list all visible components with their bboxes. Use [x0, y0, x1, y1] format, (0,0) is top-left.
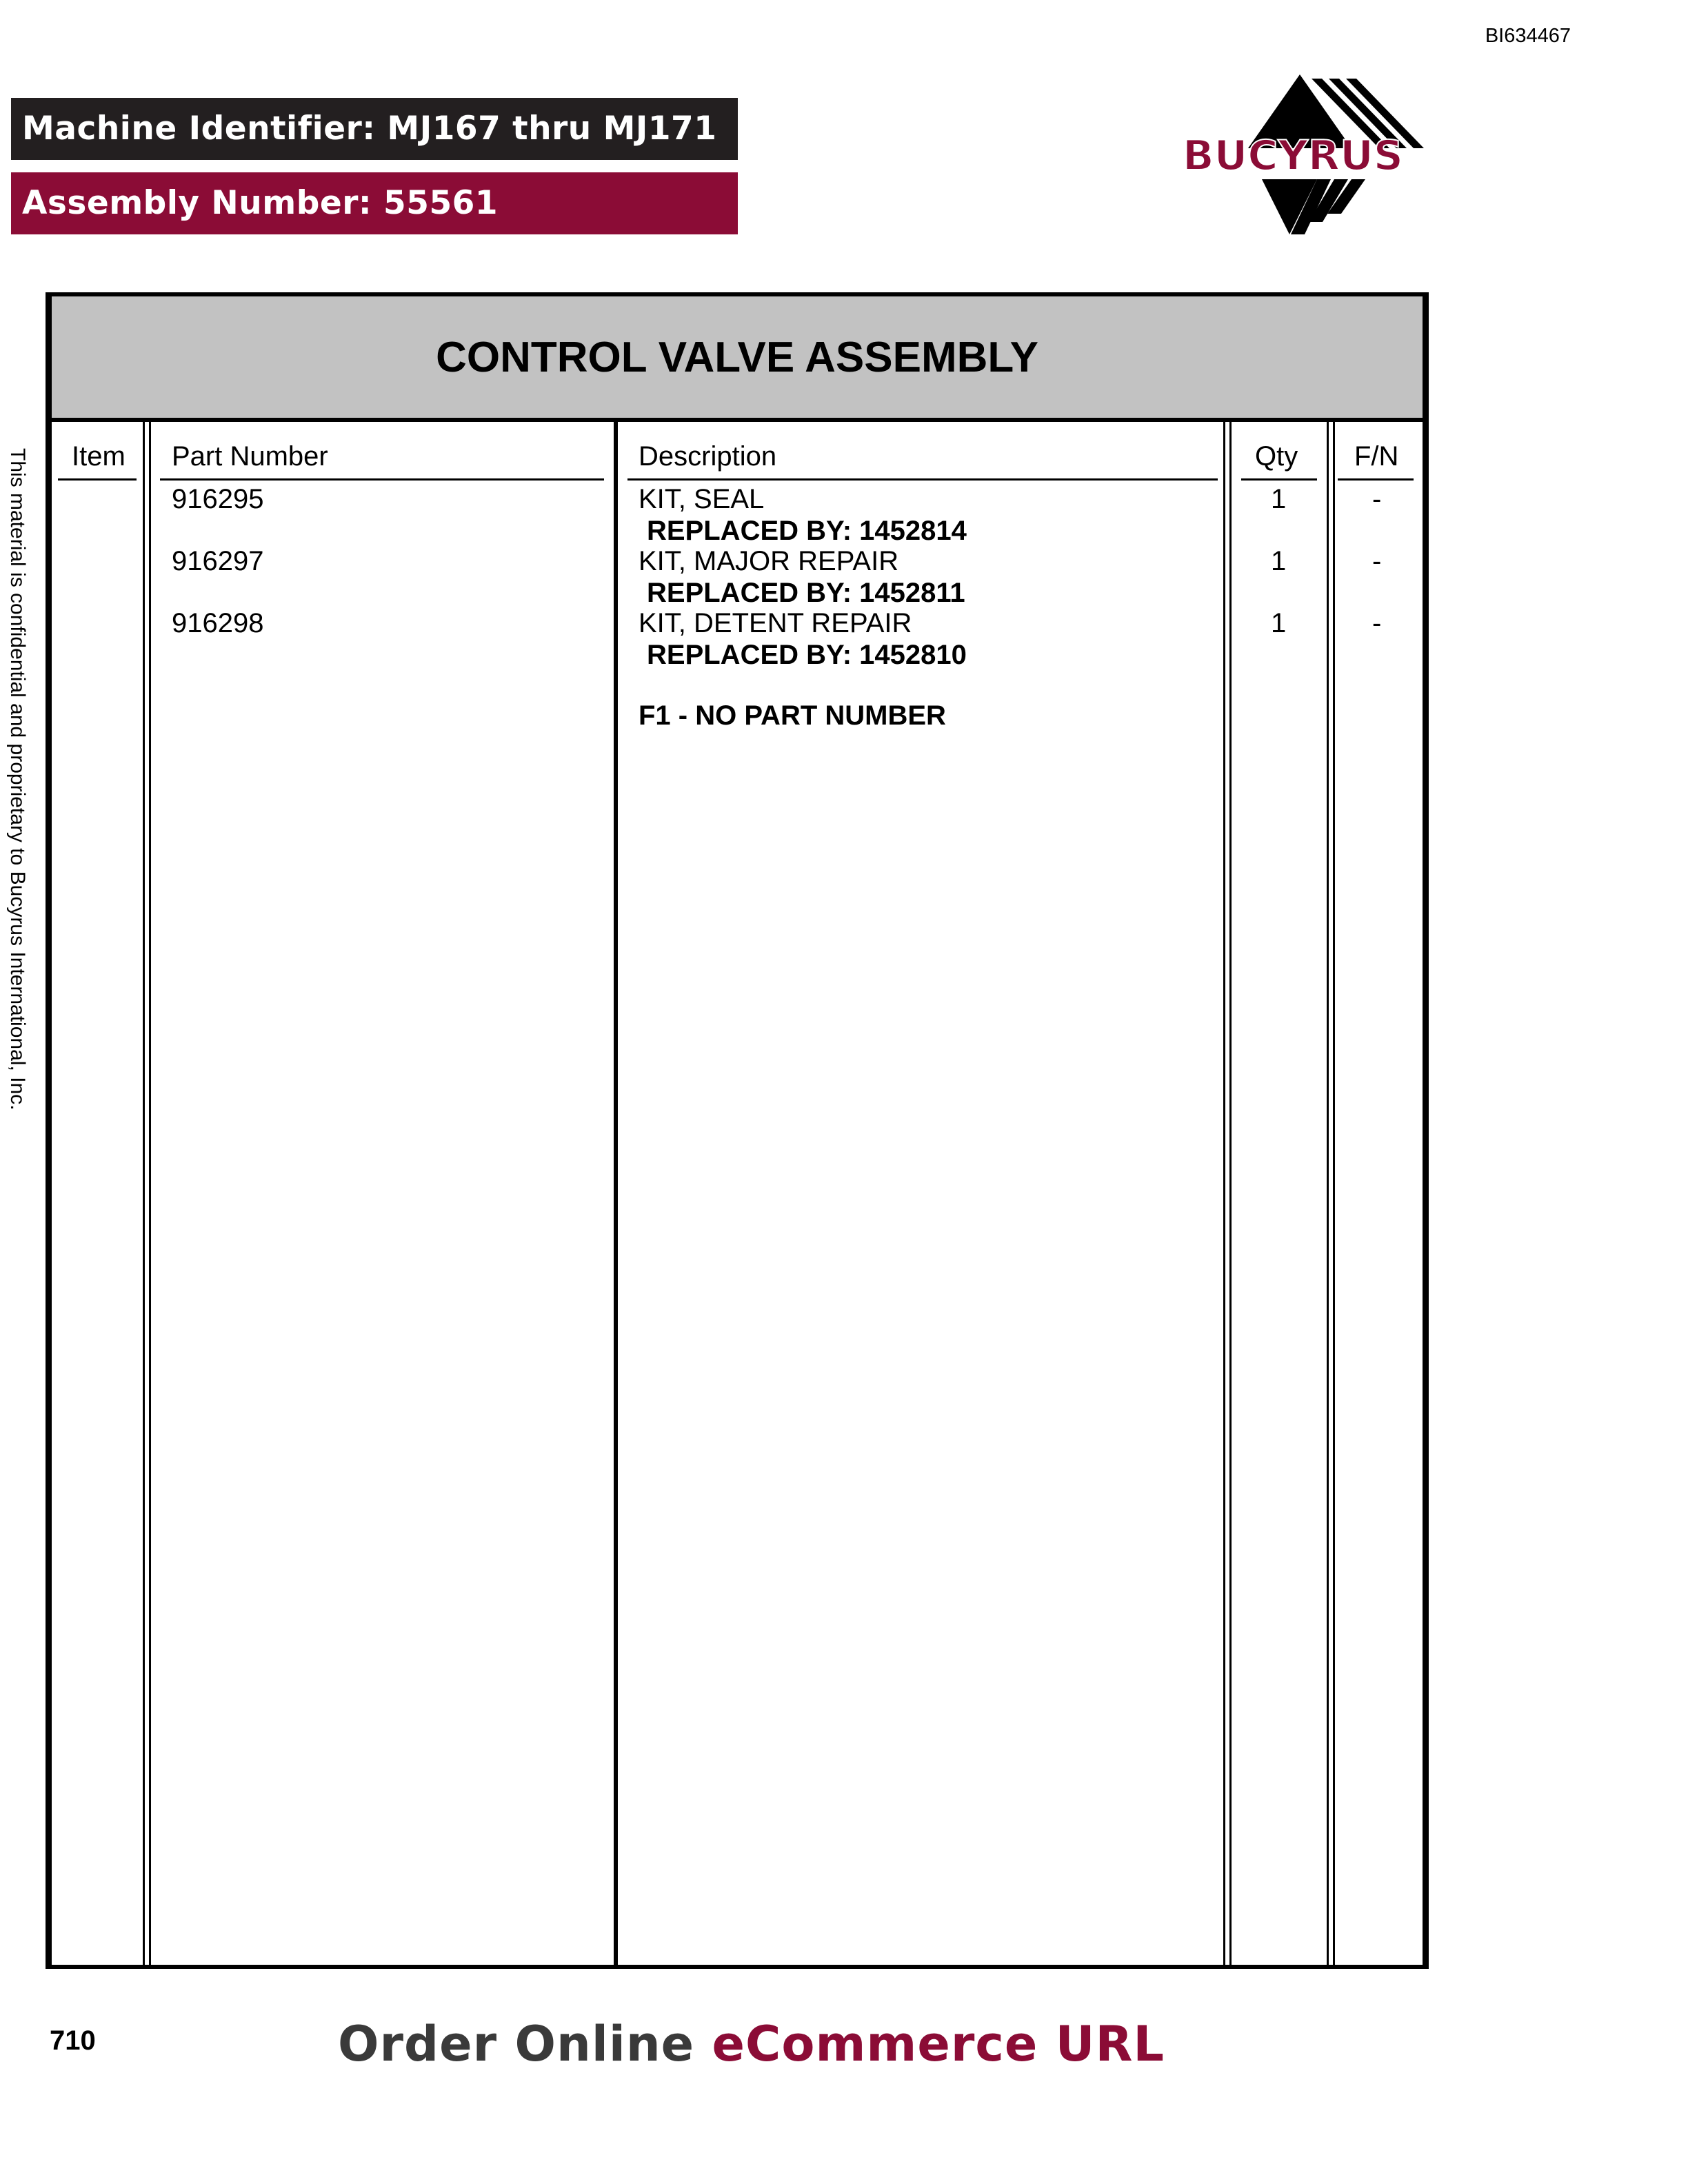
column-divider: [614, 422, 618, 1965]
footnote: F1 - NO PART NUMBER: [639, 700, 946, 731]
column-header-part-number: Part Number: [172, 441, 328, 472]
row-fn: -: [1372, 608, 1382, 638]
page-number: 710: [50, 2025, 96, 2056]
column-divider: [143, 422, 151, 1965]
column-header-qty: Qty: [1255, 441, 1298, 472]
header-underline: [58, 478, 137, 481]
header-underline: [1338, 478, 1414, 481]
page-title: CONTROL VALVE ASSEMBLY: [52, 296, 1423, 422]
row-description: KIT, MAJOR REPAIR: [639, 546, 899, 576]
header-underline: [627, 478, 1218, 481]
row-description: KIT, DETENT REPAIR: [639, 608, 912, 638]
order-online-text: Order Online: [338, 2016, 695, 2072]
row-part-number: 916295: [172, 484, 264, 514]
bucyrus-logo: [1152, 69, 1441, 241]
confidentiality-note: This material is confidential and proprietary to Bucyrus International, Inc.: [6, 448, 29, 1111]
row-qty: 1: [1271, 484, 1287, 514]
row-qty: 1: [1271, 546, 1287, 576]
header-underline: [1241, 478, 1317, 481]
column-divider: [1327, 422, 1335, 1965]
logo-wordmark: BUCYRUS: [1182, 132, 1404, 180]
assembly-number-banner: Assembly Number: 55561: [11, 172, 738, 234]
row-replacement: REPLACED BY: 1452811: [647, 578, 965, 608]
column-divider: [1223, 422, 1232, 1965]
row-fn: -: [1372, 484, 1382, 514]
machine-identifier-banner: Machine Identifier: MJ167 thru MJ171: [11, 98, 738, 160]
row-replacement: REPLACED BY: 1452810: [647, 640, 967, 670]
column-header-fn: F/N: [1354, 441, 1399, 472]
column-header-description: Description: [639, 441, 777, 472]
row-part-number: 916298: [172, 608, 264, 638]
row-replacement: REPLACED BY: 1452814: [647, 516, 967, 546]
document-id: BI634467: [1485, 25, 1571, 47]
column-header-item: Item: [72, 441, 125, 472]
header-underline: [160, 478, 604, 481]
row-part-number: 916297: [172, 546, 264, 576]
order-online-link[interactable]: [338, 2016, 1165, 2072]
row-fn: -: [1372, 546, 1382, 576]
row-description: KIT, SEAL: [639, 484, 765, 514]
ecommerce-url-text: eCommerce URL: [712, 2016, 1165, 2072]
row-qty: 1: [1271, 608, 1287, 638]
